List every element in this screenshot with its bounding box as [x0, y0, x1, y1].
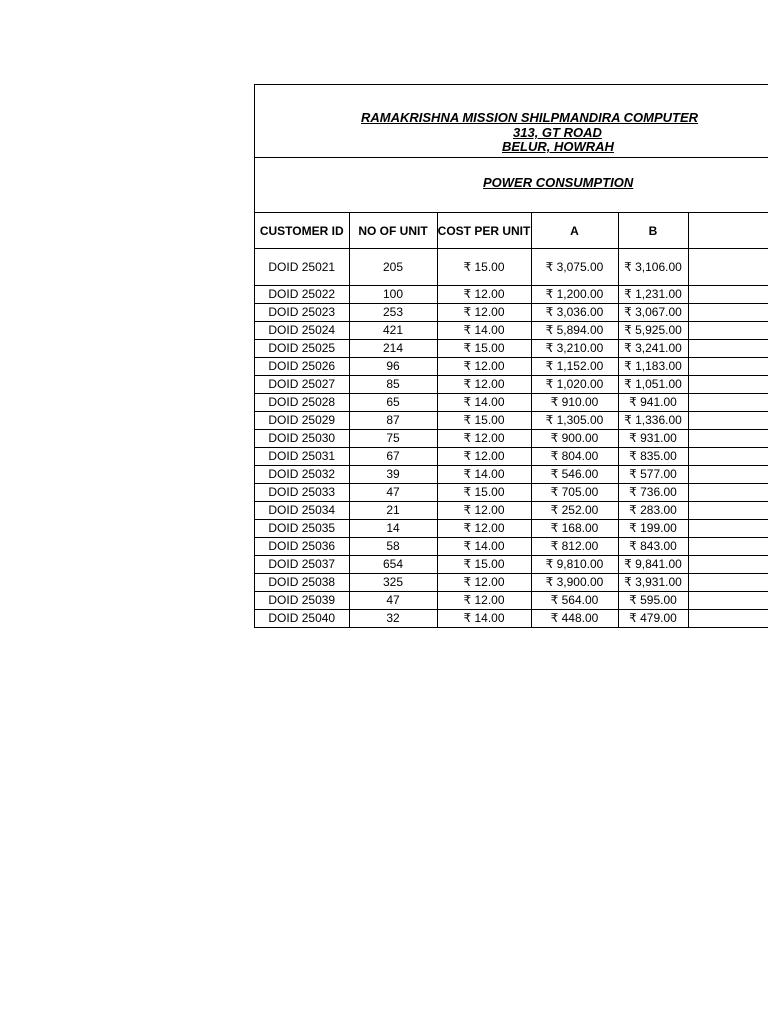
blank-cell	[688, 376, 768, 394]
a-value-cell: ₹ 1,200.00	[531, 286, 618, 304]
table-row	[255, 304, 768, 322]
table-row	[255, 322, 768, 340]
cost-per-unit-cell: ₹ 12.00	[437, 358, 531, 376]
b-value-cell: ₹ 1,336.00	[618, 412, 688, 430]
table-body	[255, 249, 768, 628]
customer-id-cell: DOID 25029	[255, 412, 349, 430]
cost-per-unit-cell: ₹ 12.00	[437, 430, 531, 448]
blank-cell	[688, 394, 768, 412]
column-header-a: A	[531, 213, 618, 249]
cost-per-unit-cell: ₹ 12.00	[437, 502, 531, 520]
a-value-cell: ₹ 3,036.00	[531, 304, 618, 322]
b-value-cell: ₹ 577.00	[618, 466, 688, 484]
cost-per-unit-cell: ₹ 12.00	[437, 574, 531, 592]
consumption-table	[255, 213, 768, 628]
table-row	[255, 394, 768, 412]
cost-per-unit-cell: ₹ 14.00	[437, 610, 531, 628]
b-value-cell: ₹ 1,183.00	[618, 358, 688, 376]
cost-per-unit-cell: ₹ 14.00	[437, 538, 531, 556]
blank-cell	[688, 340, 768, 358]
b-value-cell: ₹ 3,931.00	[618, 574, 688, 592]
table-row	[255, 412, 768, 430]
no-of-unit-cell: 100	[349, 286, 437, 304]
table-row	[255, 358, 768, 376]
address-line-2: BELUR, HOWRAH	[502, 139, 614, 154]
blank-cell	[688, 304, 768, 322]
blank-cell	[688, 502, 768, 520]
cost-per-unit-cell: ₹ 14.00	[437, 466, 531, 484]
no-of-unit-cell: 325	[349, 574, 437, 592]
table-row	[255, 610, 768, 628]
cost-per-unit-cell: ₹ 15.00	[437, 412, 531, 430]
column-header-no-of-unit: NO OF UNIT	[349, 213, 437, 249]
customer-id-cell: DOID 25023	[255, 304, 349, 322]
table-row	[255, 574, 768, 592]
a-value-cell: ₹ 3,900.00	[531, 574, 618, 592]
b-value-cell: ₹ 1,231.00	[618, 286, 688, 304]
b-value-cell: ₹ 835.00	[618, 448, 688, 466]
b-value-cell: ₹ 283.00	[618, 502, 688, 520]
customer-id-cell: DOID 25025	[255, 340, 349, 358]
a-value-cell: ₹ 168.00	[531, 520, 618, 538]
a-value-cell: ₹ 5,894.00	[531, 322, 618, 340]
blank-cell	[688, 430, 768, 448]
a-value-cell: ₹ 910.00	[531, 394, 618, 412]
customer-id-cell: DOID 25021	[255, 249, 349, 286]
table-row	[255, 538, 768, 556]
column-header-customer-id: CUSTOMER ID	[255, 213, 349, 249]
b-value-cell: ₹ 5,925.00	[618, 322, 688, 340]
b-value-cell: ₹ 3,241.00	[618, 340, 688, 358]
customer-id-cell: DOID 25026	[255, 358, 349, 376]
cost-per-unit-cell: ₹ 12.00	[437, 376, 531, 394]
b-value-cell: ₹ 595.00	[618, 592, 688, 610]
no-of-unit-cell: 47	[349, 592, 437, 610]
table-row	[255, 340, 768, 358]
customer-id-cell: DOID 25033	[255, 484, 349, 502]
no-of-unit-cell: 205	[349, 249, 437, 286]
table-row	[255, 249, 768, 286]
b-value-cell: ₹ 9,841.00	[618, 556, 688, 574]
cost-per-unit-cell: ₹ 12.00	[437, 520, 531, 538]
customer-id-cell: DOID 25038	[255, 574, 349, 592]
a-value-cell: ₹ 1,305.00	[531, 412, 618, 430]
customer-id-cell: DOID 25037	[255, 556, 349, 574]
blank-cell	[688, 520, 768, 538]
no-of-unit-cell: 85	[349, 376, 437, 394]
no-of-unit-cell: 65	[349, 394, 437, 412]
table-row	[255, 484, 768, 502]
cost-per-unit-cell: ₹ 14.00	[437, 394, 531, 412]
address-line-1: 313, GT ROAD	[513, 125, 602, 140]
b-value-cell: ₹ 843.00	[618, 538, 688, 556]
no-of-unit-cell: 87	[349, 412, 437, 430]
a-value-cell: ₹ 804.00	[531, 448, 618, 466]
table-row	[255, 448, 768, 466]
customer-id-cell: DOID 25028	[255, 394, 349, 412]
b-value-cell: ₹ 1,051.00	[618, 376, 688, 394]
blank-cell	[688, 556, 768, 574]
no-of-unit-cell: 32	[349, 610, 437, 628]
blank-cell	[688, 466, 768, 484]
blank-cell	[688, 592, 768, 610]
table-row	[255, 466, 768, 484]
organization-header	[255, 85, 768, 158]
table-row	[255, 556, 768, 574]
table-row	[255, 376, 768, 394]
no-of-unit-cell: 421	[349, 322, 437, 340]
table-row	[255, 520, 768, 538]
blank-cell	[688, 286, 768, 304]
column-header-cost-per-unit: COST PER UNIT	[437, 213, 531, 249]
organization-name: RAMAKRISHNA MISSION SHILPMANDIRA COMPUTER	[361, 110, 699, 125]
cost-per-unit-cell: ₹ 14.00	[437, 322, 531, 340]
table-row	[255, 592, 768, 610]
table-row	[255, 502, 768, 520]
b-value-cell: ₹ 199.00	[618, 520, 688, 538]
no-of-unit-cell: 654	[349, 556, 437, 574]
blank-cell	[688, 358, 768, 376]
customer-id-cell: DOID 25027	[255, 376, 349, 394]
table-row	[255, 286, 768, 304]
a-value-cell: ₹ 3,210.00	[531, 340, 618, 358]
no-of-unit-cell: 214	[349, 340, 437, 358]
blank-cell	[688, 322, 768, 340]
no-of-unit-cell: 67	[349, 448, 437, 466]
a-value-cell: ₹ 1,152.00	[531, 358, 618, 376]
cost-per-unit-cell: ₹ 12.00	[437, 304, 531, 322]
a-value-cell: ₹ 812.00	[531, 538, 618, 556]
no-of-unit-cell: 14	[349, 520, 437, 538]
cost-per-unit-cell: ₹ 15.00	[437, 249, 531, 286]
blank-cell	[688, 574, 768, 592]
no-of-unit-cell: 47	[349, 484, 437, 502]
a-value-cell: ₹ 9,810.00	[531, 556, 618, 574]
cost-per-unit-cell: ₹ 15.00	[437, 340, 531, 358]
blank-cell	[688, 249, 768, 286]
blank-cell	[688, 484, 768, 502]
b-value-cell: ₹ 941.00	[618, 394, 688, 412]
a-value-cell: ₹ 3,075.00	[531, 249, 618, 286]
a-value-cell: ₹ 564.00	[531, 592, 618, 610]
spreadsheet-page	[254, 84, 768, 628]
column-header-b: B	[618, 213, 688, 249]
customer-id-cell: DOID 25034	[255, 502, 349, 520]
no-of-unit-cell: 58	[349, 538, 437, 556]
no-of-unit-cell: 21	[349, 502, 437, 520]
b-value-cell: ₹ 479.00	[618, 610, 688, 628]
no-of-unit-cell: 75	[349, 430, 437, 448]
no-of-unit-cell: 253	[349, 304, 437, 322]
blank-cell	[688, 610, 768, 628]
customer-id-cell: DOID 25024	[255, 322, 349, 340]
customer-id-cell: DOID 25032	[255, 466, 349, 484]
column-header-blank	[688, 213, 768, 249]
cost-per-unit-cell: ₹ 12.00	[437, 286, 531, 304]
b-value-cell: ₹ 931.00	[618, 430, 688, 448]
report-title: POWER CONSUMPTION	[483, 175, 634, 190]
customer-id-cell: DOID 25022	[255, 286, 349, 304]
customer-id-cell: DOID 25040	[255, 610, 349, 628]
customer-id-cell: DOID 25035	[255, 520, 349, 538]
cost-per-unit-cell: ₹ 12.00	[437, 592, 531, 610]
b-value-cell: ₹ 3,106.00	[618, 249, 688, 286]
b-value-cell: ₹ 3,067.00	[618, 304, 688, 322]
blank-cell	[688, 448, 768, 466]
cost-per-unit-cell: ₹ 15.00	[437, 484, 531, 502]
table-row	[255, 430, 768, 448]
table-header-row	[255, 213, 768, 249]
no-of-unit-cell: 39	[349, 466, 437, 484]
customer-id-cell: DOID 25036	[255, 538, 349, 556]
blank-cell	[688, 538, 768, 556]
customer-id-cell: DOID 25031	[255, 448, 349, 466]
no-of-unit-cell: 96	[349, 358, 437, 376]
cost-per-unit-cell: ₹ 15.00	[437, 556, 531, 574]
a-value-cell: ₹ 705.00	[531, 484, 618, 502]
customer-id-cell: DOID 25039	[255, 592, 349, 610]
title-row	[255, 158, 768, 213]
a-value-cell: ₹ 900.00	[531, 430, 618, 448]
a-value-cell: ₹ 252.00	[531, 502, 618, 520]
a-value-cell: ₹ 448.00	[531, 610, 618, 628]
a-value-cell: ₹ 1,020.00	[531, 376, 618, 394]
blank-cell	[688, 412, 768, 430]
customer-id-cell: DOID 25030	[255, 430, 349, 448]
cost-per-unit-cell: ₹ 12.00	[437, 448, 531, 466]
a-value-cell: ₹ 546.00	[531, 466, 618, 484]
b-value-cell: ₹ 736.00	[618, 484, 688, 502]
